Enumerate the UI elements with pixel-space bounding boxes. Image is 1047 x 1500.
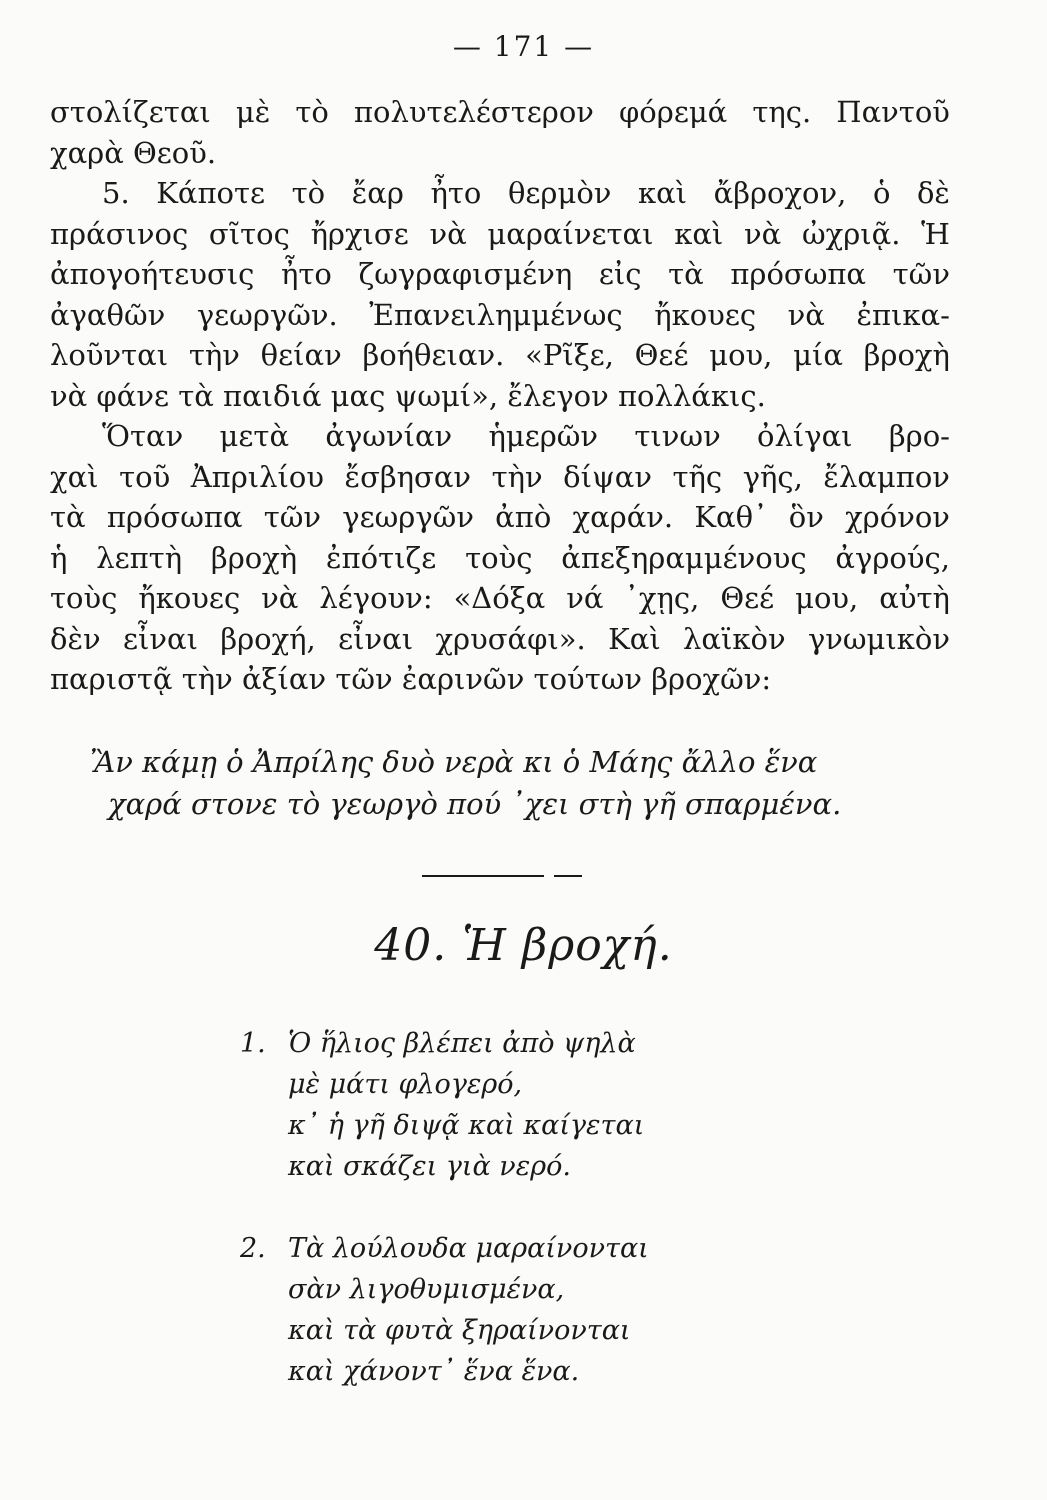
poem-verse	[240, 1310, 800, 1351]
poem-verse	[240, 1105, 800, 1146]
proverb-line: χαρά στονε τὸ γεωργὸ πού ᾽χει στὴ γῆ σπαρμένα.	[108, 787, 842, 821]
verse-text: Τὰ λούλουδα μαραίνονται	[288, 1233, 649, 1264]
proverb-line: Ἂν κάμῃ ὁ Ἀπρίλης δυὸ νερὰ κι ὁ Μάης ἄλλο ἕνα	[90, 745, 818, 779]
poem-stanza-1	[240, 1023, 800, 1187]
divider-rule	[422, 875, 544, 877]
prose-line: λοῦνται τὴν θείαν βοήθειαν. «Ρῖξε, Θεέ μου, μία βροχὴ	[50, 338, 950, 372]
page-number: — 171 —	[452, 30, 595, 63]
prose-line: χαρὰ Θεοῦ.	[50, 135, 217, 170]
poem-verse	[240, 1064, 800, 1105]
poem-verse	[240, 1146, 800, 1187]
prose-line: ἡ λεπτὴ βροχὴ ἐπότιζε τοὺς ἀπεξηραμμένους ἀγρούς,	[50, 540, 950, 575]
verse-text: καὶ χάνοντ᾽ ἕνα ἕνα.	[288, 1356, 580, 1387]
prose-line: νὰ φάνε τὰ παιδιά μας ψωμί», ἔλεγον πολλάκις.	[50, 378, 766, 413]
poem-verse	[240, 1228, 800, 1269]
poem-verse	[240, 1023, 800, 1064]
divider-rule	[554, 875, 582, 877]
prose-line: ἀπογοήτευσις ἦτο ζωγραφισμένη εἰς τὰ πρόσωπα τῶν	[50, 257, 950, 291]
stanza-number: 2.	[240, 1233, 266, 1264]
poem-stanza-2	[240, 1228, 800, 1392]
section-title: 40. Ἡ βροχή.	[374, 920, 673, 971]
poem-verse	[240, 1351, 800, 1392]
verse-text: Ὁ ἥλιος βλέπει ἀπὸ ψηλὰ	[288, 1028, 636, 1059]
stanza-number: 1.	[240, 1028, 266, 1059]
prose-line: Ὅταν μετὰ ἀγωνίαν ἡμερῶν τινων ὀλίγαι βρο-	[102, 419, 950, 453]
prose-line: παριστᾷ τὴν ἀξίαν τῶν ἐαρινῶν τούτων βροχῶν:	[50, 662, 772, 696]
prose-line: χαὶ τοῦ Ἀπριλίου ἔσβησαν τὴν δίψαν τῆς γῆς, ἔλαμπον	[50, 459, 950, 494]
prose-line: 5. Κάποτε τὸ ἔαρ ἦτο θερμὸν καὶ ἄβροχον, ὁ δὲ	[102, 176, 950, 210]
prose-line: πράσινος σῖτος ἤρχισε νὰ μαραίνεται καὶ νὰ ὠχριᾷ. Ἡ	[50, 216, 950, 251]
verse-text: καὶ σκάζει γιὰ νερό.	[288, 1151, 571, 1182]
prose-line: τὰ πρόσωπα τῶν γεωργῶν ἀπὸ χαράν. Καθ᾽ ὃν χρόνον	[50, 500, 950, 534]
verse-text: καὶ τὰ φυτὰ ξηραίνονται	[288, 1315, 631, 1346]
prose-line: τοὺς ἤκουες νὰ λέγουν: «Δόξα νά ᾽χῃς, Θεέ μου, αὐτὴ	[50, 581, 950, 615]
section-divider	[422, 875, 582, 877]
proverb-quote	[90, 741, 930, 825]
prose-text	[50, 92, 950, 700]
prose-line: στολίζεται μὲ τὸ πολυτελέστερον φόρεμά της. Παντοῦ	[50, 95, 950, 129]
prose-line: δὲν εἶναι βροχή, εἶναι χρυσάφι». Καὶ λαϊκὸν γνωμικὸν	[50, 621, 950, 656]
poem-verse	[240, 1269, 800, 1310]
verse-text: μὲ μάτι φλογερό,	[288, 1069, 523, 1100]
verse-text: κ᾽ ἡ γῆ διψᾷ καὶ καίγεται	[288, 1110, 645, 1141]
verse-text: σὰν λιγοθυμισμένα,	[288, 1274, 565, 1305]
prose-line: ἀγαθῶν γεωργῶν. Ἐπανειλημμένως ἤκουες νὰ ἐπικα-	[50, 297, 950, 332]
